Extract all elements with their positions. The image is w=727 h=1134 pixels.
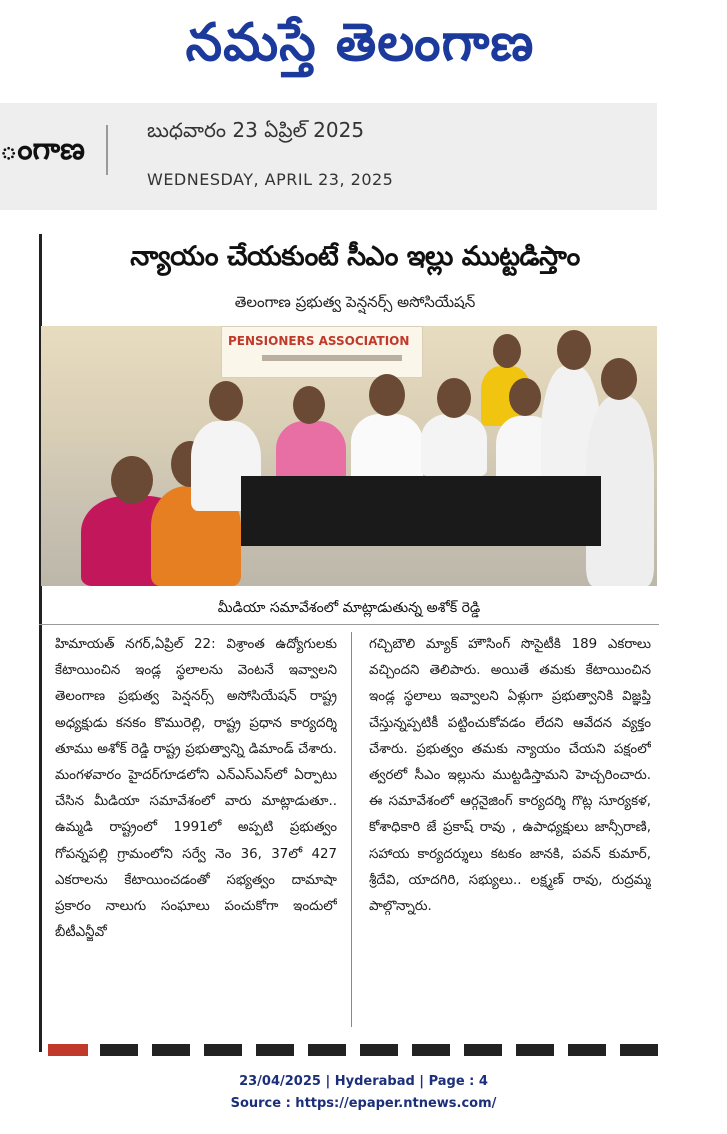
- person-head: [209, 381, 243, 421]
- person-head: [111, 456, 153, 504]
- person-figure: [421, 414, 487, 476]
- footer-source-link[interactable]: Source : https://epaper.ntnews.com/: [230, 1096, 497, 1111]
- news-article: [39, 222, 659, 1052]
- date-band: [0, 103, 657, 210]
- person-head: [557, 330, 591, 370]
- next-headline-glyphs: [48, 1044, 658, 1056]
- person-head: [601, 358, 637, 400]
- masthead: [0, 0, 727, 98]
- article-column-left: హిమాయత్ నగర్,ఏప్రిల్ 22: విశ్రాంత ఉద్యోగులకు కేటాయించిన ఇండ్ల స్థలాలను వెంటనే ఇవ్వాలని తెలంగాణ ప్రభుత్వ పెన్షనర్స్ అసోసియేషన్ రాష్ట్ర అధ్యక్షుడు కనకం కొమురెల్లి, రాష్ట్ర ప్రధాన కార్యదర్శి తూము అశోక్ రెడ్డి రాష్ట్ర ప్రభుత్వాన్ని డిమాండ్ చేశారు. మంగళవారం హైదర్‌గూడలోని ఎన్‌ఎస్‌ఎస్‌లో ఏర్పాటు చేసిన మీడియా సమావేశంలో వారు మాట్లాడుతూ.. ఉమ్మడి రాష్ట్రంలో 1991లో అప్పటి ప్రభుత్వం గోపన్నపల్లి గ్రామంలోని సర్వే నెం 36, 37లో 427 ఎకరాలను కేటాయించడంతో సభ్యత్వం దామాషా ప్రకారం నాలుగు సంఘాలు పంచుకోగా ఇందులో బీటీఎన్జీవో: [55, 637, 337, 941]
- article-headline: న్యాయం చేయకుంటే సీఎం ఇల్లు ముట్టడిస్తాం: [130, 241, 580, 272]
- person-head: [293, 386, 325, 424]
- column-divider: [351, 632, 352, 1027]
- person-head: [369, 374, 405, 416]
- page-footer: [0, 1070, 727, 1120]
- caption-divider: [39, 624, 659, 625]
- person-head: [493, 334, 521, 368]
- date-telugu: బుధవారం 23 ఏప్రిల్ 2025: [147, 118, 365, 142]
- person-head: [509, 378, 541, 416]
- association-banner: [221, 326, 423, 378]
- truncated-next-headline: [48, 1040, 658, 1056]
- meeting-table: [241, 476, 601, 546]
- newspaper-title: నమస్తే తెలంగాణ: [185, 12, 535, 73]
- brand-fragment: ంగాణ: [0, 132, 85, 167]
- news-photo: [41, 326, 657, 586]
- date-english: WEDNESDAY, APRIL 23, 2025: [147, 170, 394, 189]
- person-figure: [351, 414, 423, 484]
- next-headline-accent: [48, 1044, 88, 1056]
- banner-text: PENSIONERS ASSOCIATION: [228, 334, 410, 348]
- banner-subtext: [262, 355, 402, 361]
- footer-date-page: 23/04/2025 | Hyderabad | Page : 4: [239, 1074, 488, 1089]
- photo-caption: మీడియా సమావేశంలో మాట్లాడుతున్న అశోక్ రెడ్డి: [217, 600, 481, 616]
- article-subhead: తెలంగాణ ప్రభుత్వ పెన్షనర్స్ అసోసియేషన్: [234, 293, 476, 311]
- person-head: [437, 378, 471, 418]
- band-divider: [106, 125, 108, 175]
- article-column-right: గచ్చిబౌలి మ్యాక్ హౌసింగ్ సొసైటీకి 189 ఎకరాలు వచ్చిందని తెలిపారు. అయితే తమకు కేటాయించిన ఇండ్ల స్థలాలు ఇవ్వాలని ఏళ్లుగా ప్రభుత్వానికి విజ్ఞప్తి చేస్తున్నప్పటికీ పట్టించుకోవడం లేదని ఆవేదన వ్యక్తం చేశారు. ప్రభుత్వం తమకు న్యాయం చేయని పక్షంలో త్వరలో సీఎం ఇల్లును ముట్టడిస్తామని హెచ్చరించారు. ఈ సమావేశంలో ఆర్గనైజింగ్ కార్యదర్శి గొట్ల సూర్యకళ, కోశాధికారి జే ప్రకాష్ రావు , ఉపాధ్యక్షులు జాన్సీరాణి, సహాయ కార్యదర్శులు కటకం జానకి, పవన్ కుమార్, శ్రీదేవి, యాదగిరి, సభ్యులు.. లక్ష్మణ్ రావు, రుద్రమ్మ పాల్గొన్నారు.: [369, 637, 651, 915]
